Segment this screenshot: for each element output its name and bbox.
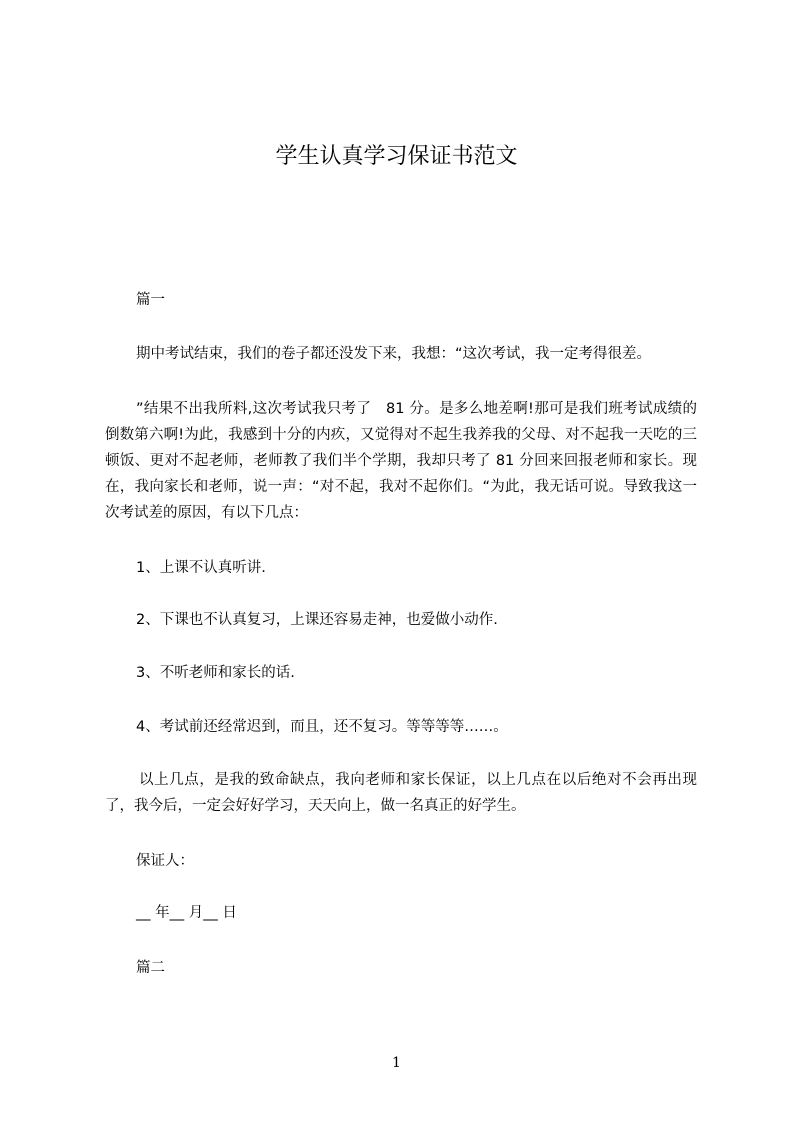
paragraph-2: ”结果不出我所料,这次考试我只考了 81 分。是多么地差啊!那可是我们班考试成绩的倒数第六啊!为此，我感到十分的内疚，又觉得对不起生我养我的父母、对不起我一天吃的三顿饭、更对不起老师，老师教了我们半个学期，我却只考了 81 分回来回报老师和家长。现在，我向家长和老师，说一声：“对不起，我对不起你们。“为此，我无话可说。导致我这一次考试差的原因，有以下几点： — [105, 401, 697, 521]
reason-item-4: 4、考试前还经常迟到，而且，还不复习。等等等等……。 — [136, 719, 508, 735]
paragraph-1: 期中考试结束，我们的卷子都还没发下来，我想：“这次考试，我一定考得很差。 — [136, 346, 652, 362]
reason-item-3: 3、不听老师和家长的话. — [136, 665, 295, 681]
page-number: 1 — [392, 1055, 401, 1071]
section-heading-2: 篇二 — [136, 960, 165, 976]
date-line: __ 年__ 月__ 日 — [136, 905, 237, 921]
document-title: 学生认真学习保证书范文 — [275, 144, 518, 169]
guarantor-label: 保证人： — [136, 853, 194, 869]
paragraph-3: 以上几点，是我的致命缺点，我向老师和家长保证，以上几点在以后绝对不会再出现了，我今后，一定会好好学习，天天向上，做一名真正的好学生。 — [105, 772, 697, 814]
reason-item-2: 2、下课也不认真复习，上课还容易走神，也爱做小动作. — [136, 612, 498, 628]
reason-item-1: 1、上课不认真听讲. — [136, 560, 266, 576]
section-heading-1: 篇一 — [136, 292, 165, 308]
